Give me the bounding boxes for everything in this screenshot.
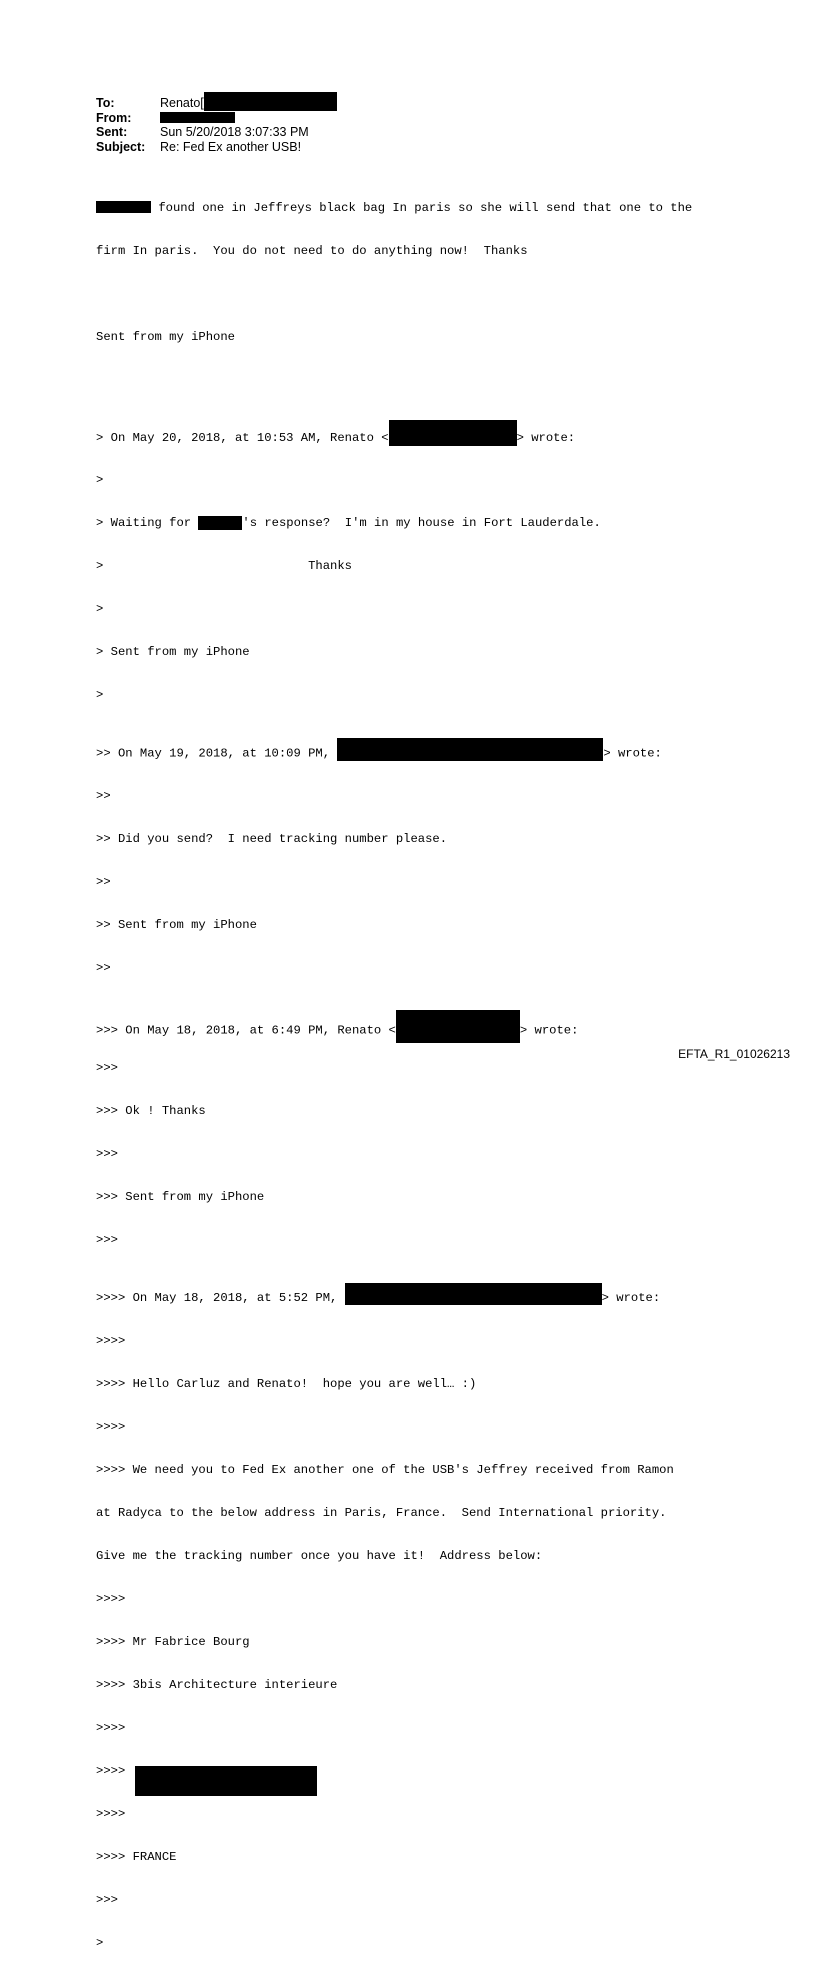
quote-line: >> [96, 788, 111, 803]
from-label: From: [96, 110, 132, 125]
quote-line: >>> Ok ! Thanks [96, 1104, 206, 1119]
quote-line: >>>> [96, 1419, 126, 1434]
quote-line: >>>> Mr Fabrice Bourg [96, 1635, 250, 1650]
quote-line: >>> [96, 1233, 118, 1248]
quote-line: >> [96, 960, 111, 975]
body-line: Sent from my iPhone [96, 329, 235, 344]
body-line: found one in Jeffreys black bag In paris so she will send that one to the [96, 201, 692, 215]
redaction-bar [337, 738, 603, 761]
subject-row [96, 140, 337, 155]
quote-line: >>>> Hello Carluz and Renato! hope you are well… :) [96, 1376, 477, 1391]
quote-line: >>>> [96, 1721, 126, 1736]
redaction-bar [396, 1010, 520, 1043]
body-line: firm In paris. You do not need to do anything now! Thanks [96, 243, 528, 258]
quote-line: >>>> [96, 1807, 133, 1822]
quote-line: > On May 20, 2018, at 10:53 AM, Renato < > wrote: [96, 430, 692, 444]
quote-line: at Radyca to the below address in Paris, France. Send International priority. [96, 1505, 667, 1520]
quote-line: >>>> FRANCE [96, 1850, 177, 1865]
from-row [96, 111, 337, 126]
quote-line: > Sent from my iPhone [96, 645, 250, 660]
quote-line: >>>> [96, 1592, 126, 1607]
quote-line: >>>> We need you to Fed Ex another one of the USB's Jeffrey received from Ramon [96, 1462, 674, 1477]
sent-value: Sun 5/20/2018 3:07:33 PM [160, 125, 309, 139]
quote-line: > Thanks [96, 559, 352, 574]
sent-label: Sent: [96, 125, 128, 139]
redaction-bar [198, 516, 242, 530]
quote-line: > Waiting for 's response? I'm in my house in Fort Lauderdale. [96, 516, 601, 531]
quote-line: >>>> [96, 1333, 126, 1348]
redaction-bar [135, 1766, 317, 1796]
quote-line: >>>> 3bis Architecture interieure [96, 1678, 338, 1693]
redaction-bar [204, 92, 337, 111]
quote-line: >>>> [96, 1764, 692, 1778]
email-body [96, 172, 692, 1965]
redaction-bar [96, 201, 151, 213]
to-row [96, 96, 337, 111]
to-value: Renato[ [160, 96, 204, 110]
quote-line: > [96, 1936, 104, 1951]
quote-line: >> On May 19, 2018, at 10:09 PM, > wrote: [96, 746, 692, 760]
quote-line: >> [96, 874, 111, 889]
quote-line: >>> On May 18, 2018, at 6:49 PM, Renato < > wrote: [96, 1018, 692, 1032]
email-header [96, 96, 337, 154]
quote-line: >> Did you send? I need tracking number please. [96, 831, 448, 846]
quote-line: >>>> On May 18, 2018, at 5:52 PM, > wrote: [96, 1291, 692, 1305]
quote-line: Give me the tracking number once you have it! Address below: [96, 1549, 543, 1563]
quote-line: >>> Sent from my iPhone [96, 1190, 265, 1205]
subject-value: Re: Fed Ex another USB! [160, 139, 302, 154]
quote-line: >> Sent from my iPhone [96, 917, 257, 932]
redaction-bar [160, 112, 235, 123]
quote-line: > [96, 602, 104, 617]
subject-label: Subject: [96, 139, 146, 154]
quote-line: > [96, 473, 104, 488]
quote-line: >>> [96, 1061, 118, 1076]
quote-line: >>> [96, 1147, 118, 1162]
sent-row [96, 125, 337, 140]
redaction-bar [389, 420, 517, 446]
document-id: EFTA_R1_01026213 [678, 1047, 790, 1061]
quote-line: >>> [96, 1893, 118, 1908]
to-label: To: [96, 96, 115, 110]
quote-line: > [96, 688, 104, 703]
redaction-bar [345, 1283, 602, 1305]
